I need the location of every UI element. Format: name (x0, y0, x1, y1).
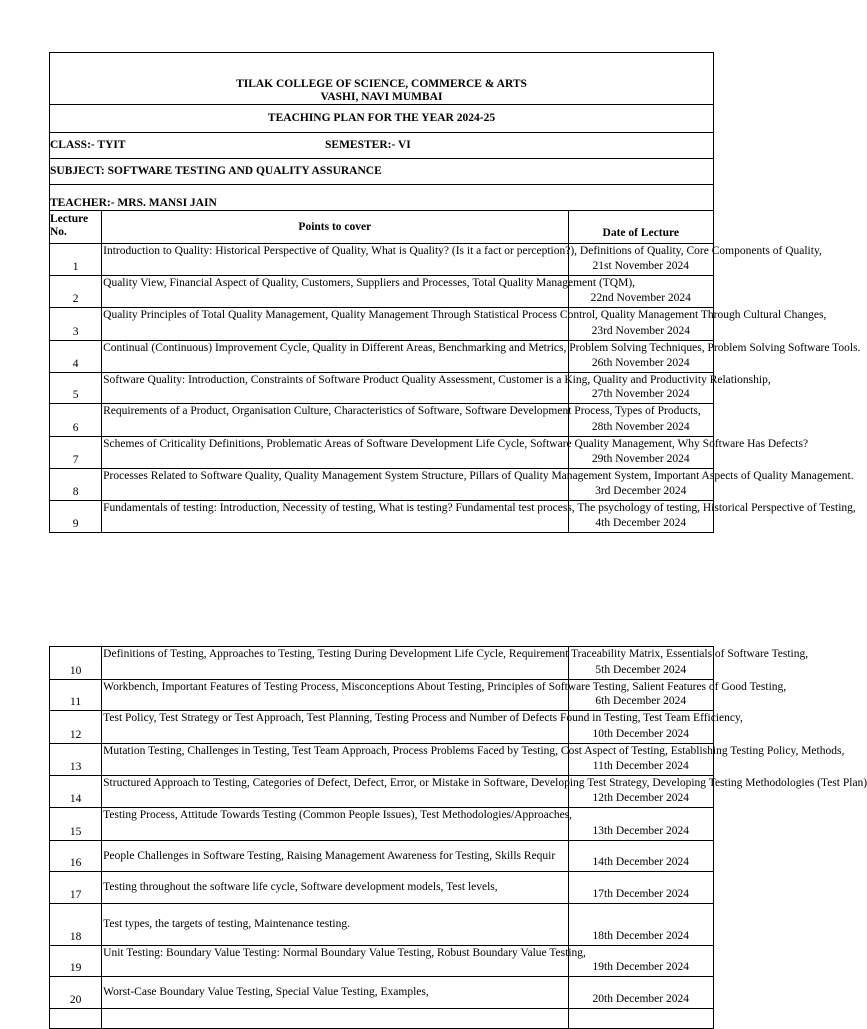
lecture-points (102, 841, 568, 872)
lecture-date: 22nd November 2024 (568, 276, 713, 308)
table-row (50, 437, 714, 469)
lecture-date: 4th December 2024 (568, 501, 713, 533)
lecture-date: 12th December 2024 (568, 776, 713, 808)
lecture-date: 10th December 2024 (568, 711, 713, 744)
lecture-date: 11th December 2024 (568, 744, 713, 776)
lecture-number: 6 (50, 404, 102, 437)
lecture-number: 15 (50, 808, 102, 841)
lecture-number: 20 (50, 977, 102, 1009)
lecture-number: 19 (50, 946, 102, 977)
lecture-number: 1 (50, 244, 102, 276)
lecture-points-text: Testing throughout the software life cycle, Software development models, Test levels, (103, 881, 498, 893)
table-row (50, 872, 714, 904)
lecture-points-text: Test types, the targets of testing, Maintenance testing. (103, 918, 350, 930)
lecture-number: 4 (50, 341, 102, 373)
lecture-points-text: Fundamentals of testing: Introduction, Necessity of testing, What is testing? Fundamental test process, The psychology of testing, Historical Perspective of Testing, (103, 502, 856, 514)
lecture-number: 17 (50, 872, 102, 904)
lecture-date: 6th December 2024 (568, 680, 713, 711)
lecture-date: 19th December 2024 (568, 946, 713, 977)
table-row (50, 904, 714, 946)
lecture-date: 26th November 2024 (568, 341, 713, 373)
lecture-points-text: Requirements of a Product, Organisation Culture, Characteristics of Software, Software Development Process, Types of Products, (103, 405, 701, 417)
col-header-lecture-no: Lecture No. (50, 211, 102, 244)
lecture-date: 17th December 2024 (568, 872, 713, 904)
lecture-points-text: Schemes of Criticality Definitions, Problematic Areas of Software Development Life Cycle, Software Quality Management, Why Software Has Defects? (103, 438, 809, 450)
lecture-date: 18th December 2024 (568, 904, 713, 946)
lecture-points-text: Quality Principles of Total Quality Management, Quality Management Through Statistical Process Control, Quality Management Through Cultural Changes, (103, 309, 827, 321)
table-row (50, 469, 714, 501)
lecture-points-text: Introduction to Quality: Historical Perspective of Quality, What is Quality? (Is it a fact or perception?), Definitions of Quality, Core Components of Quality, (103, 245, 822, 257)
table-row-partial (50, 1009, 714, 1029)
table-row (50, 276, 714, 308)
table-row (50, 308, 714, 341)
lecture-points-text: Test Policy, Test Strategy or Test Approach, Test Planning, Testing Process and Number of Defects Found in Testing, Test Team Efficiency, (103, 712, 743, 724)
table-row (50, 647, 714, 680)
table-row (50, 744, 714, 776)
lecture-points-text: Definitions of Testing, Approaches to Testing, Testing During Development Life Cycle, Requirement Traceability Matrix, Essentials of Software Testing, (103, 648, 809, 660)
teaching-plan-table-page1 (49, 52, 861, 533)
lecture-rows-page1 (50, 244, 861, 533)
lecture-points-text: Testing Process, Attitude Towards Testing (Common People Issues), Test Methodologies/Approaches, (103, 809, 573, 821)
lecture-date: 20th December 2024 (568, 977, 713, 1009)
lecture-date: 13th December 2024 (568, 808, 713, 841)
teaching-plan-table-page2 (49, 646, 867, 1029)
lecture-number: 14 (50, 776, 102, 808)
col-header-date: Date of Lecture (568, 211, 713, 244)
class-semester-row (50, 133, 714, 159)
teacher-label: TEACHER:- MRS. MANSI JAIN (50, 185, 714, 211)
lecture-date: 23rd November 2024 (568, 308, 713, 341)
table-row (50, 404, 714, 437)
table-row (50, 977, 714, 1009)
lecture-points-text: Workbench, Important Features of Testing Process, Misconceptions About Testing, Principles of Software Testing, Salient Features of Good Testing, (103, 681, 787, 693)
lecture-points (102, 977, 568, 1009)
column-header-row (50, 211, 714, 244)
lecture-points-text: Continual (Continuous) Improvement Cycle, Quality in Different Areas, Benchmarking and Metrics, Problem Solving Techniques, Problem Solving Software Tools. (103, 342, 861, 354)
lecture-points (102, 276, 636, 308)
lecture-rows-page2 (50, 647, 867, 1009)
lecture-number: 8 (50, 469, 102, 501)
college-location: VASHI, NAVI MUMBAI (50, 91, 714, 105)
lecture-points (102, 904, 568, 946)
lecture-points-text: Processes Related to Software Quality, Quality Management System Structure, Pillars of Quality Management System, Important Aspects of Quality Management. (103, 470, 854, 482)
lecture-number: 3 (50, 308, 102, 341)
table-row (50, 373, 714, 404)
col-header-points: Points to cover (102, 211, 568, 244)
lecture-points-text: Structured Approach to Testing, Categories of Defect, Defect, Error, or Mistake in Software, Developing Test Strategy, Developing Testing Methodologies (Test Plan) (103, 777, 867, 789)
semester-label: SEMESTER:- VI (325, 139, 411, 151)
table-row (50, 711, 714, 744)
lecture-points-text: Worst-Case Boundary Value Testing, Special Value Testing, Examples, (103, 986, 429, 998)
subject-label: SUBJECT: SOFTWARE TESTING AND QUALITY ASSURANCE (50, 159, 714, 185)
lecture-date: 21st November 2024 (568, 244, 713, 276)
lecture-number: 11 (50, 680, 102, 711)
lecture-number: 16 (50, 841, 102, 872)
lecture-number: 10 (50, 647, 102, 680)
table-row (50, 341, 714, 373)
table-row (50, 680, 714, 711)
lecture-points (102, 872, 568, 904)
lecture-date: 27th November 2024 (568, 373, 713, 404)
table-row (50, 946, 714, 977)
lecture-date: 14th December 2024 (568, 841, 713, 872)
lecture-date: 5th December 2024 (568, 647, 713, 680)
lecture-points-text: Mutation Testing, Challenges in Testing, Test Team Approach, Process Problems Faced by Testing, Cost Aspect of Testing, Establishing Testing Policy, Methods, (103, 745, 845, 757)
lecture-number: 9 (50, 501, 102, 533)
college-name: TILAK COLLEGE OF SCIENCE, COMMERCE & ARTS (50, 78, 714, 91)
class-label: CLASS:- TYIT (50, 139, 126, 151)
lecture-points-text: Quality View, Financial Aspect of Quality, Customers, Suppliers and Processes, Total Quality Management (TQM), (103, 277, 636, 289)
table-row (50, 841, 714, 872)
table-row (50, 808, 714, 841)
lecture-number: 7 (50, 437, 102, 469)
lecture-points-text: Software Quality: Introduction, Constraints of Software Product Quality Assessment, Customer is a King, Quality and Productivity Relationship, (103, 374, 771, 386)
lecture-points-text: People Challenges in Software Testing, Raising Management Awareness for Testing, Skills Requir (103, 849, 556, 862)
lecture-date: 3rd December 2024 (568, 469, 713, 501)
table-row (50, 776, 714, 808)
lecture-number: 2 (50, 276, 102, 308)
plan-title: TEACHING PLAN FOR THE YEAR 2024-25 (50, 105, 714, 133)
lecture-date: 29th November 2024 (568, 437, 713, 469)
lecture-points (102, 808, 573, 841)
lecture-number: 13 (50, 744, 102, 776)
lecture-number: 5 (50, 373, 102, 404)
lecture-number: 12 (50, 711, 102, 744)
table-row (50, 244, 714, 276)
lecture-date: 28th November 2024 (568, 404, 713, 437)
lecture-points (102, 946, 586, 977)
lecture-number: 18 (50, 904, 102, 946)
table-row (50, 501, 714, 533)
lecture-points-text: Unit Testing: Boundary Value Testing: Normal Boundary Value Testing, Robust Boundary Value Testing, (103, 947, 586, 959)
